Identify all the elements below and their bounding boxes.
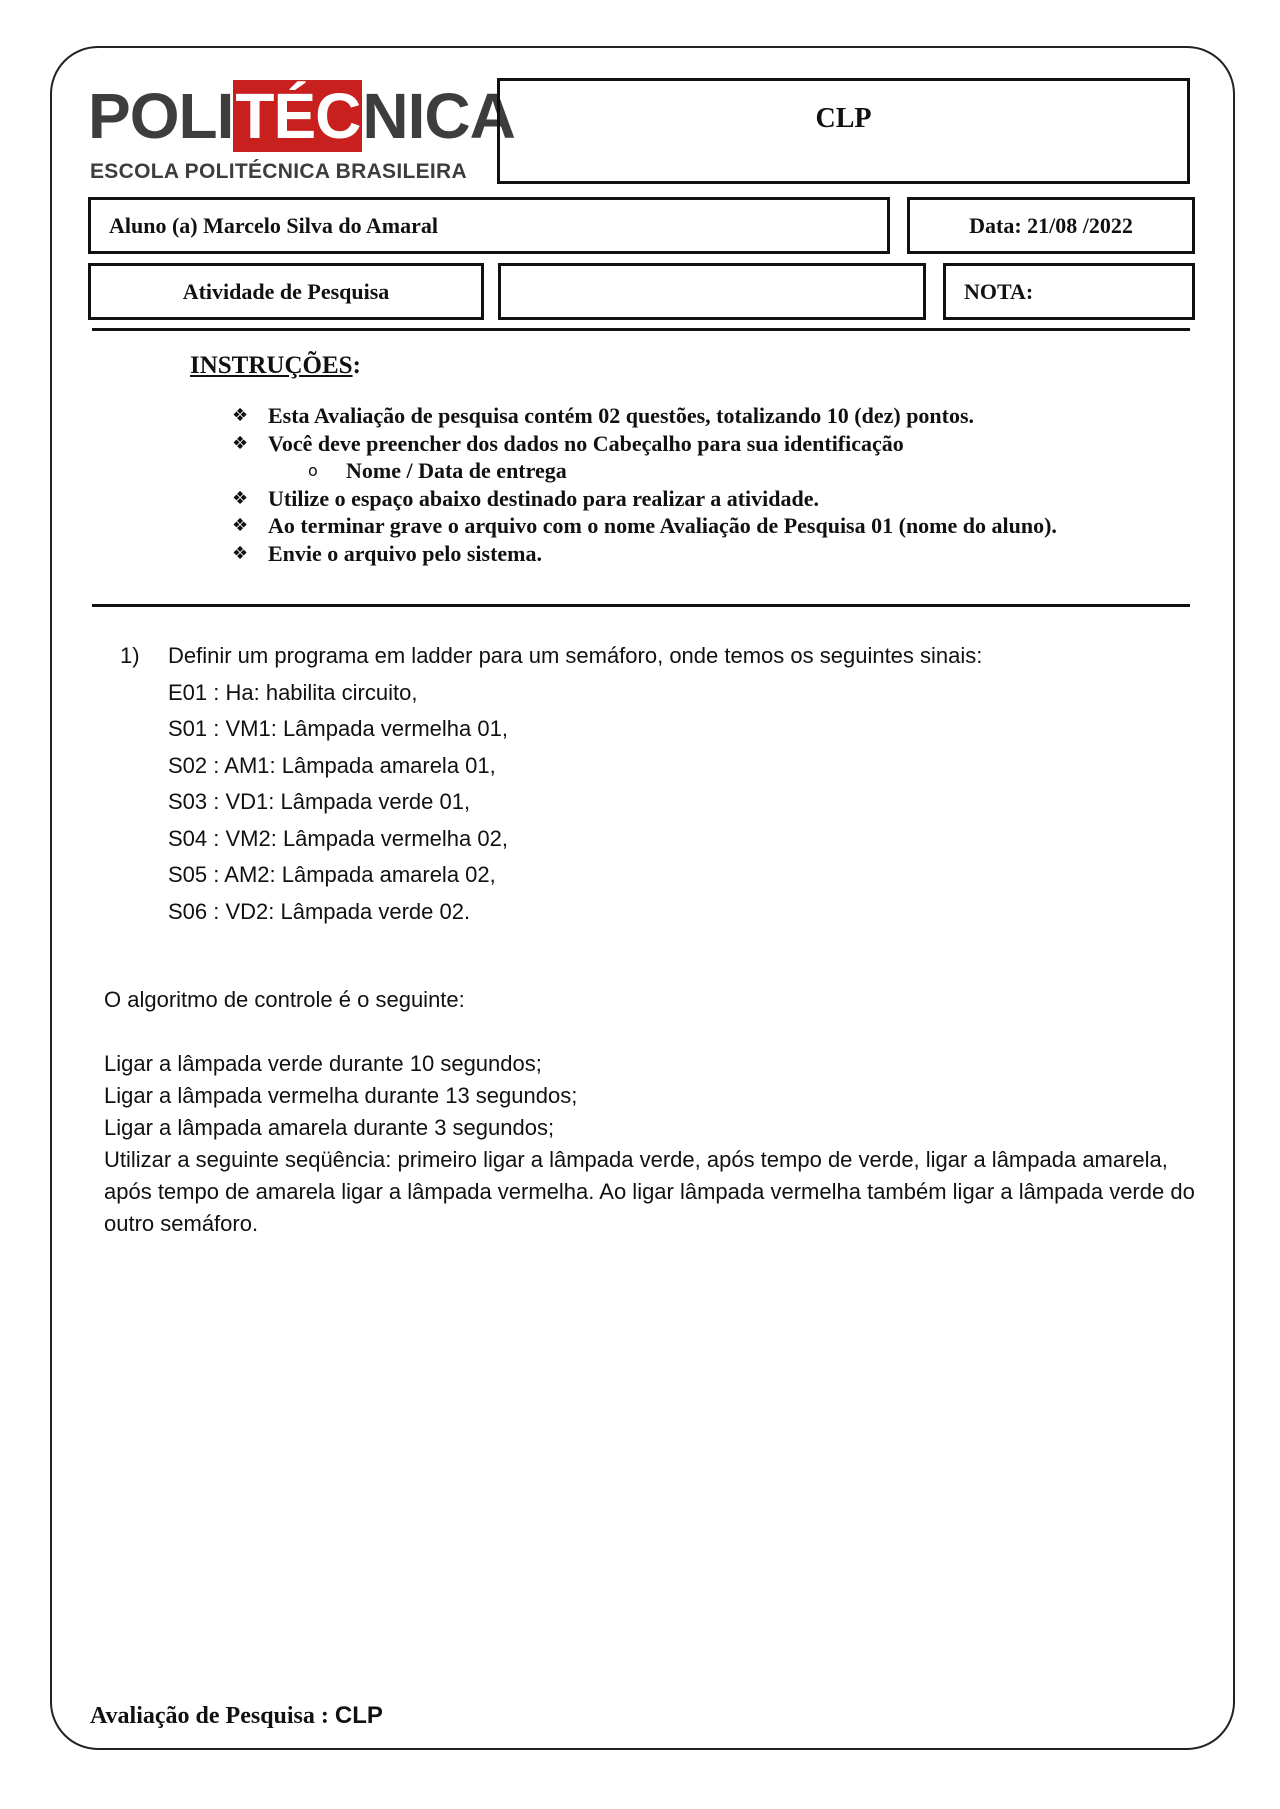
diamond-bullet-icon: ❖: [232, 515, 249, 536]
list-subitem: [232, 457, 1057, 485]
instruction-subtext: Nome / Data de entrega: [346, 458, 567, 483]
diamond-bullet-icon: ❖: [232, 405, 249, 426]
logo-text-pre: POLI: [88, 80, 234, 152]
list-item: [232, 512, 1057, 540]
instruction-text: Envie o arquivo pelo sistema.: [268, 540, 543, 566]
blank-box: [498, 263, 926, 320]
course-title: CLP: [815, 103, 872, 134]
diamond-bullet-icon: ❖: [232, 432, 249, 454]
grade-box: [943, 263, 1195, 320]
question-1: [120, 638, 982, 930]
instructions-list: [232, 402, 1057, 567]
logo-subtitle: ESCOLA POLITÉCNICA BRASILEIRA: [90, 160, 467, 183]
algorithm-body: [104, 1048, 1199, 1240]
course-title-box: [497, 78, 1190, 184]
grade-label: NOTA:: [964, 278, 1034, 304]
instruction-text: Você deve preencher dos dados no Cabeçalho para sua identificação: [268, 430, 904, 456]
question-number: 1): [120, 643, 140, 668]
question-lines: [168, 638, 982, 930]
page-footer: [90, 1702, 383, 1730]
student-name: Aluno (a) Marcelo Silva do Amaral: [109, 212, 438, 238]
question-line: S04 : VM2: Lâmpada vermelha 02,: [168, 825, 508, 851]
student-name-box: [88, 197, 890, 254]
diamond-bullet-icon: ❖: [232, 542, 249, 564]
diamond-bullet-icon: ❖: [232, 487, 249, 509]
question-line: Definir um programa em ladder para um semáforo, onde temos os seguintes sinais:: [168, 643, 983, 668]
algorithm-line: Utilizar a seguinte seqüência: primeiro ligar a lâmpada verde, após tempo de verde, ligar a lâmpada amarela, após tempo de amarela ligar a lâmpada vermelha. Ao ligar lâmpada vermelha também ligar a lâmpada verde do outro semáforo.: [104, 1147, 1195, 1236]
instructions-divider: [92, 604, 1190, 607]
question-line: S03 : VD1: Lâmpada verde 01,: [168, 789, 471, 814]
question-line: S02 : AM1: Lâmpada amarela 01,: [168, 752, 496, 778]
question-line: S05 : AM2: Lâmpada amarela 02,: [168, 862, 496, 887]
question-line: S01 : VM1: Lâmpada vermelha 01,: [168, 716, 508, 741]
header-divider: [92, 328, 1190, 331]
footer-course: CLP: [334, 1702, 383, 1729]
circle-bullet-icon: o: [308, 461, 318, 480]
logo-text-post: NICA: [362, 80, 515, 152]
list-item: [232, 540, 1057, 568]
date-value: Data: 21/08 /2022: [969, 212, 1133, 238]
instruction-text: Utilize o espaço abaixo destinado para realizar a atividade.: [268, 485, 819, 511]
logo-wordmark: [88, 78, 515, 154]
politecnica-logo: [88, 78, 515, 188]
algorithm-line: Ligar a lâmpada amarela durante 3 segundos;: [104, 1115, 555, 1140]
list-item: [232, 485, 1057, 513]
question-line: S06 : VD2: Lâmpada verde 02.: [168, 898, 471, 924]
algorithm-line: Ligar a lâmpada verde durante 10 segundos;: [104, 1051, 542, 1076]
algorithm-line: Ligar a lâmpada vermelha durante 13 segundos;: [104, 1083, 578, 1108]
algorithm-heading: O algoritmo de controle é o seguinte:: [104, 987, 465, 1012]
instruction-text: Esta Avaliação de pesquisa contém 02 questões, totalizando 10 (dez) pontos.: [268, 403, 975, 428]
instructions-title-text: INSTRUÇÕES: [190, 352, 353, 379]
footer-label: Avaliação de Pesquisa :: [90, 1703, 335, 1729]
instructions-title: [190, 352, 361, 380]
question-line: E01 : Ha: habilita circuito,: [168, 679, 418, 705]
list-item: [232, 430, 1057, 458]
list-item: [232, 402, 1057, 430]
activity-box: [88, 263, 484, 320]
date-box: [907, 197, 1195, 254]
instructions-title-colon: :: [352, 352, 361, 379]
instruction-text: Ao terminar grave o arquivo com o nome Avaliação de Pesquisa 01 (nome do aluno).: [268, 513, 1057, 538]
logo-text-highlight: TÉC: [235, 80, 361, 152]
activity-label: Atividade de Pesquisa: [182, 278, 390, 304]
